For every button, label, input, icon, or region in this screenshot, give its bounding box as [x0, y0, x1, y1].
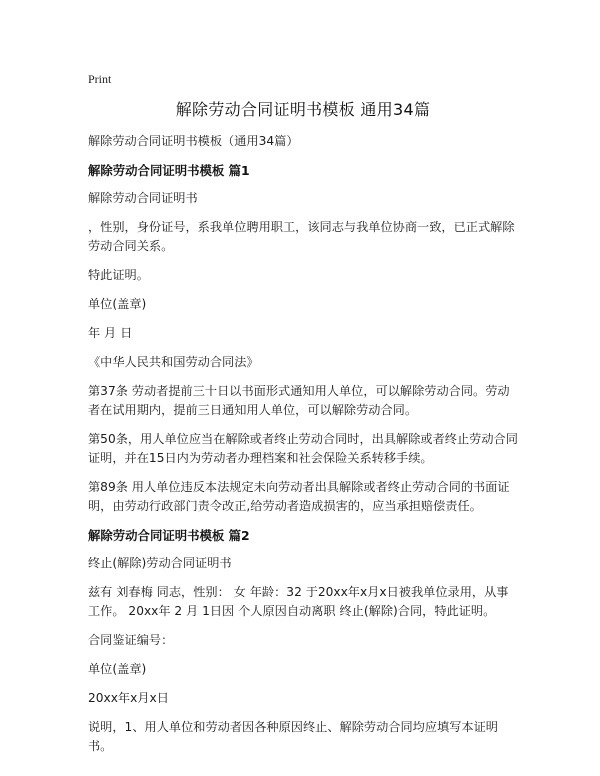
paragraph: 20xx年x月x日	[88, 691, 169, 705]
paragraph: 第89条 用人单位违反本法规定未向劳动者出具解除或者终止劳动合同的书面证明，由劳动行政部门责令改正,给劳动者造成损害的，应当承担赔偿责任。	[88, 480, 510, 513]
paragraph: 单位(盖章)	[88, 297, 147, 311]
section-heading: 解除劳动合同证明书模板 篇2	[88, 528, 250, 543]
paragraph: 单位(盖章)	[88, 662, 147, 676]
paragraph: 说明，1、用人单位和劳动者因各种原因终止、解除劳动合同均应填写本证明书。	[88, 720, 498, 753]
paragraph: 特此证明。	[88, 268, 149, 282]
paragraph: 合同鉴证编号：	[88, 633, 174, 647]
document-title: 解除劳动合同证明书模板 通用34篇	[175, 100, 431, 119]
paragraph: 终止(解除)劳动合同证明书	[88, 556, 232, 570]
paragraph: 第37条 劳动者提前三十日以书面形式通知用人单位，可以解除劳动合同。劳动者在试用期内，提前三日通知用人单位，可以解除劳动合同。	[88, 384, 510, 417]
paragraph: 解除劳动合同证明书模板（通用34篇）	[88, 134, 299, 148]
paragraph: 兹有 刘春梅 同志，性别： 女 年龄：32 于20xx年x月x日被我单位录用，从事 工作。 20xx年 2 月 1日因 个人原因自动离职 终止(解除)合同，特此证明。	[88, 585, 509, 618]
paragraph: 解除劳动合同证明书	[88, 191, 198, 205]
paragraph: 年 月 日	[88, 326, 133, 340]
paragraph: ，性别，身份证号，系我单位聘用职工，该同志与我单位协商一致，已正式解除劳动合同关系。	[88, 220, 515, 253]
paragraph: 第50条，用人单位应当在解除或者终止劳动合同时，出具解除或者终止劳动合同证明，并在15日内为劳动者办理档案和社会保险关系转移手续。	[88, 432, 518, 465]
document-body	[88, 132, 518, 766]
paragraph: 《中华人民共和国劳动合同法》	[88, 355, 259, 369]
section-heading: 解除劳动合同证明书模板 篇1	[88, 163, 250, 178]
print-link[interactable]: Print	[88, 72, 112, 86]
